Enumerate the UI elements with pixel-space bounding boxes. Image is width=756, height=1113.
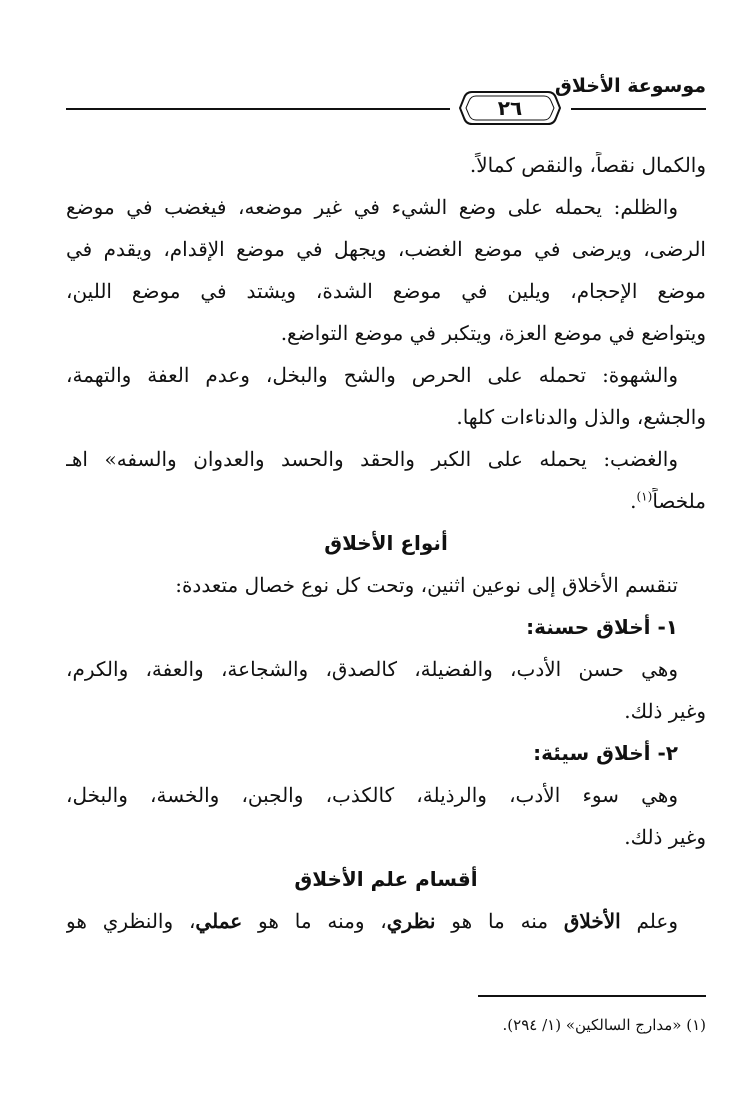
text-line: وغير ذلك. (624, 699, 706, 723)
bold-term: عملي (195, 909, 243, 933)
page-body (66, 152, 706, 950)
text-line: موضع الإحجام، ويلين في موضع الشدة، ويشتد في موضع اللين، (66, 279, 706, 303)
header-rule-left (66, 108, 450, 110)
text-line: والكمال نقصاً، والنقص كمالاً. (469, 153, 706, 177)
bold-term: نظري (386, 909, 436, 933)
text-line: والشهوة: تحمله على الحرص والشح والبخل، وعدم العفة والتهمة، (66, 363, 678, 387)
text-line (66, 908, 706, 950)
text-line: والظلم: يحمله على وضع الشيء في غير موضعه، فيغضب في موضع (66, 195, 678, 219)
text-fragment: ملخصاً (652, 489, 706, 513)
text-line: وغير ذلك. (624, 825, 706, 849)
section-heading: أقسام علم الأخلاق (294, 867, 478, 891)
text-fragment: وعلم (620, 909, 678, 933)
text-line: وهي حسن الأدب، والفضيلة، كالصدق، والشجاعة، والعفة، والكرم، (66, 657, 678, 681)
section-heading: أنواع الأخلاق (324, 531, 448, 555)
header-rule-right (571, 108, 706, 110)
page-number: ٢٦ (497, 96, 523, 120)
footnote: (١) «مدارج السالكين» (١/ ٢٩٤). (502, 1016, 706, 1034)
text-line: ويتواضع في موضع العزة، ويتكبر في موضع التواضع. (280, 321, 706, 345)
footnote-separator (478, 995, 706, 997)
page-header (66, 72, 706, 132)
text-fragment: ، والنظري هو (66, 909, 196, 933)
text-line (66, 488, 706, 530)
book-title: موسوعة الأخلاق (554, 75, 706, 97)
text-line: والغضب: يحمله على الكبر والحقد والحسد والعدوان والسفه» اهـ (66, 447, 678, 471)
page-number-badge (458, 89, 562, 127)
text-fragment: ، ومنه ما هو (242, 909, 387, 933)
footnote-reference: (١) (636, 489, 653, 504)
subheading: ١- أخلاق حسنة: (526, 615, 678, 639)
subheading: ٢- أخلاق سيئة: (533, 741, 678, 765)
bold-term: الأخلاق (563, 909, 621, 933)
text-line: الرضى، ويرضى في موضع الغضب، ويجهل في موضع الإقدام، ويقدم في (66, 237, 706, 261)
text-fragment: . (630, 489, 637, 513)
text-line: وهي سوء الأدب، والرذيلة، كالكذب، والجبن، والخسة، والبخل، (66, 783, 678, 807)
text-line: تنقسم الأخلاق إلى نوعين اثنين، وتحت كل نوع خصال متعددة: (175, 573, 678, 597)
text-line: والجشع، والذل والدناءات كلها. (456, 405, 706, 429)
text-fragment: منه ما هو (435, 909, 564, 933)
